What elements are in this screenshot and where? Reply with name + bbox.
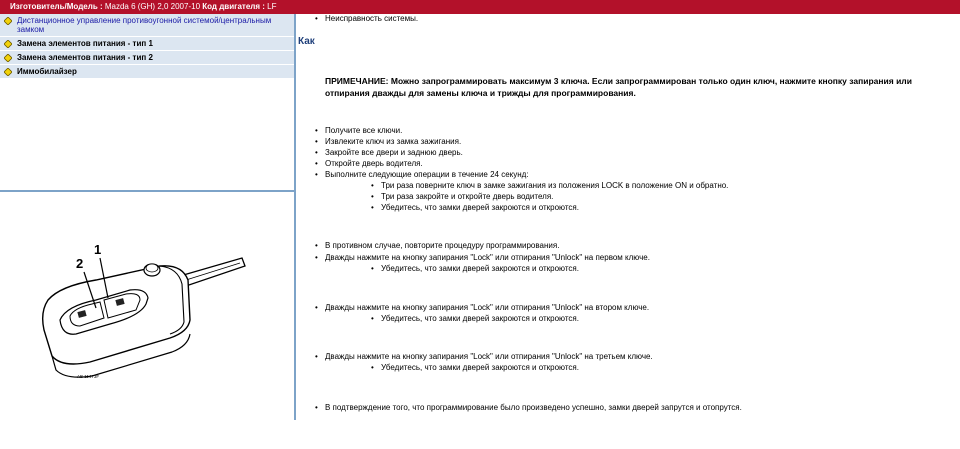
figure-code: AB 11473F <box>77 374 100 379</box>
content-panel <box>298 14 960 420</box>
sub-list-item: • Убедитесь, что замки дверей закроются и откроются. <box>381 314 579 324</box>
topic-remote-control[interactable] <box>0 14 294 37</box>
list-item: • Дважды нажмите на кнопку запирания "Lock" или отпирания "Unlock" на первом ключе. <box>325 253 650 263</box>
maker-label: Изготовитель/Модель : <box>10 2 103 11</box>
sub-list-item: • Убедитесь, что замки дверей закроются и откроются. <box>381 203 579 213</box>
list-item: • Неисправность системы. <box>325 14 418 24</box>
key-fob-drawing <box>0 192 294 420</box>
key-illustration <box>0 192 294 420</box>
note-text: ПРИМЕЧАНИЕ: Можно запрограммировать максимум 3 ключа. Если запрограммирован только один ключ, нажмите кнопку запирания или отпирания дважды для замены ключа и трижды для программирования. <box>325 76 912 98</box>
list-item: • Откройте дверь водителя. <box>325 159 423 169</box>
sub-list-item: • Убедитесь, что замки дверей закроются и откроются. <box>381 264 579 274</box>
topic-label: Замена элементов питания - тип 2 <box>17 53 153 62</box>
engine-value: LF <box>267 2 277 11</box>
sub-list-item: • Убедитесь, что замки дверей закроются и откроются. <box>381 363 579 373</box>
list-item: • Извлеките ключ из замка зажигания. <box>325 137 461 147</box>
list-item: • В подтверждение того, что программирование было произведено успешно, замки дверей запрутся и отопрутся. <box>325 403 742 413</box>
sub-list-item: • Три раза закройте и откройте дверь водителя. <box>381 192 553 202</box>
topic-battery-type-2[interactable] <box>0 51 294 65</box>
list-item: • Закройте все двери и заднюю дверь. <box>325 148 463 158</box>
title-bar <box>0 0 960 14</box>
topic-label: Иммобилайзер <box>17 67 77 76</box>
topic-label: Дистанционное управление противоугонной системой/центральным замком <box>17 16 272 34</box>
engine-label: Код двигателя : <box>202 2 265 11</box>
topic-battery-type-1[interactable] <box>0 37 294 51</box>
list-item: • Дважды нажмите на кнопку запирания "Lock" или отпирания "Unlock" на третьем ключе. <box>325 352 653 362</box>
topic-diamond-icon <box>4 17 12 25</box>
topic-list <box>0 14 294 79</box>
list-item: • Дважды нажмите на кнопку запирания "Lock" или отпирания "Unlock" на втором ключе. <box>325 303 649 313</box>
topic-diamond-icon <box>4 54 12 62</box>
topic-immobilizer[interactable] <box>0 65 294 79</box>
list-item: • Выполните следующие операции в течение 24 секунд: <box>325 170 529 180</box>
list-item: • Получите все ключи. <box>325 126 402 136</box>
topic-diamond-icon <box>4 68 12 76</box>
callout-1-label: 1 <box>94 242 102 257</box>
maker-value: Mazda 6 (GH) 2,0 2007-10 <box>104 2 201 11</box>
callout-2-label: 2 <box>76 256 84 271</box>
left-panel <box>0 14 296 420</box>
list-item: • В противном случае, повторите процедуру программирования. <box>325 241 559 251</box>
topic-diamond-icon <box>4 40 12 48</box>
sub-list-item: • Три раза поверните ключ в замке зажигания из положения LOCK в положение ON и обратно. <box>381 181 728 191</box>
topic-label: Замена элементов питания - тип 1 <box>17 39 153 48</box>
section-heading: Как <box>298 36 315 47</box>
